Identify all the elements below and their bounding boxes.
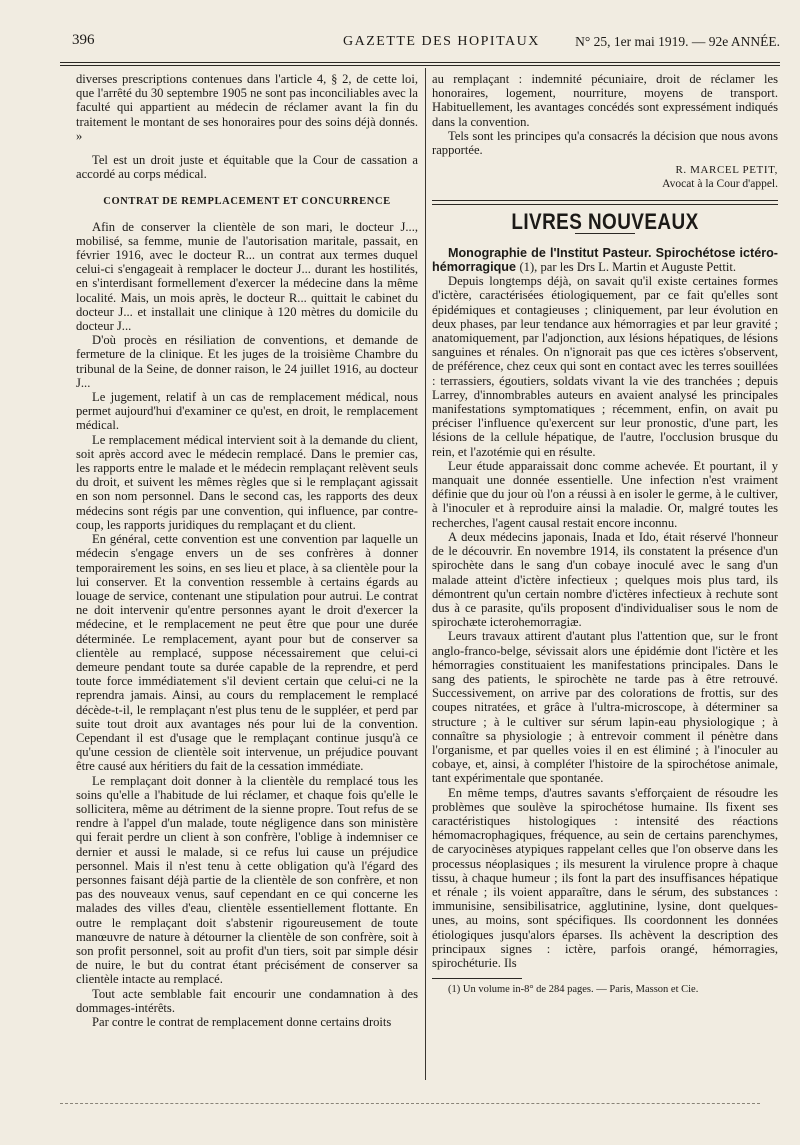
paragraph: Le remplacement médical intervient soit à la demande du client, soit après accord avec le médecin remplacé. Dans le premier cas, les rapports entre le malade et le médecin remplaçant relèvent seuls du droit, et suivent les mêmes règles que si le remplaçant agissait en son nom personnel. Dans le second cas, les rapports des deux médecins sont régis par une convention, qui influence, par contre-coup, les rapports juridiques du remplaçant et du client. xyxy=(76,432,418,532)
paragraph: diverses prescriptions contenues dans l'article 4, § 2, de cette loi, que l'arrêté du 30 septembre 1905 ne sont pas inconciliables avec la faculté qui appartient au médecin de réclamer avant la fin du traitement le montant de ses honoraires pour des soins déjà donnés. » xyxy=(76,72,418,143)
paragraph: Le remplaçant doit donner à la clientèle du remplacé tous les soins qu'elle a l'habitude de lui réclamer, et chaque fois qu'elle le sollicitera, même au détriment de la sienne propre. Tout refus de se rendre à l'appel d'un malade, toute négligence dans son ministère qui ferait perdre un client à son confrère, l'oblige à indemniser ce dernier et aussi le malade, si ce refus lui cause un préjudice personnel. Mais il n'est tenu à cette obligation qu'à l'égard des personnes faisant déjà partie de la clientèle de son confrère, et non pas des nouveaux venus, sauf cependant en ce qui concerne les malades des villes d'eau, clientèle essentiellement flottante. En outre le remplaçant doit s'abstenir rigoureusement de toute manœuvre de nature à détourner la clientèle de son confrère, soit à son profit personnel, soit au profit d'un tiers, soit par simple désir de nuire, le but du contrat étant précisément de conserver sa clientèle intacte au remplacé. xyxy=(76,773,418,987)
footnote-rule xyxy=(432,978,522,979)
page-bottom-rule xyxy=(60,1103,760,1104)
paragraph: En même temps, d'autres savants s'efforçaient de résoudre les problèmes que soulève la spirochétose humaine. Ils fixent ses caractéristiques histologiques : intensité des réactions hémomacrophagiques, fréquence, au sein de certains parenchymes, de caryocinèses atypiques rappelant celles que l'on observe dans les processus néoplasiques ; ils mesurent la virulence propre à chaque tissu, à chaque humeur ; ils font la part des insuffisances hépatique et rénale ; ils voient apparaître, dans le sérum, des substances : immunisine, sensibilisatrice, agglutinine, lysine, dont quelques-unes, au moins, sont spécifiques. Ils coordonnent les données étiologiques jusqu'alors éparses. Ils achèvent la description des principaux signes : ictère, parfois orangé, hémorragies, spirochéturie. Ils xyxy=(432,785,778,970)
journal-title: GAZETTE DES HOPITAUX xyxy=(343,34,540,49)
column-divider xyxy=(425,68,426,1080)
paragraph: Par contre le contrat de remplacement donne certains droits xyxy=(92,1015,392,1029)
issue-info: N° 25, 1er mai 1919. — 92e ANNÉE. xyxy=(575,34,780,49)
section-separator xyxy=(432,200,778,205)
header-rule xyxy=(60,62,780,63)
footnote: (1) Un volume in-8° de 284 pages. — Paris, Masson et Cie. xyxy=(448,984,699,996)
paragraph: Tel est un droit juste et équitable que la Cour de cassation a accordé au corps médical. xyxy=(76,153,418,182)
page-number: 396 xyxy=(72,32,95,48)
section-title: LIVRES NOUVEAUX xyxy=(511,208,699,234)
author-role: Avocat à la Cour d'appel. xyxy=(662,178,778,191)
paragraph: Depuis longtemps déjà, on savait qu'il existe certaines formes d'ictère, caractérisées étiologiquement, par ce fait qu'elles sont épidémiques et contagieuses ; cliniquement, par leur évolution en deux phases, par leur tendance aux hémorragies et par leur gravité ; anatomiquement, par l'adjonction, aux lésions hépatiques, de lésions sanguines et rénales. On n'ignorait pas que ces ictères s'observent, de préférence, chez ceux qui sont en contact avec les terres souillées : terrassiers, égoutiers, soldats vivant la vie des tranchées ; depuis Larrey, d'innombrables auteurs en avaient analysé les principales manifestations symptomatiques ; récemment, enfin, on avait pu préciser l'influence qu'exercent sur leur pronostic, d'une part, les lésions de la cellule hépatique, de l'autre, l'occlusion brusque du rein, et l'azotémie qui en résulte. xyxy=(432,274,778,459)
paragraph: Leurs travaux attirent d'autant plus l'attention que, sur le front anglo-franco-belge, sévissait alors une épidémie dont l'ictère et les hémorragies constituaient les manifestations principales. Dans le sang des patients, le spirochète ne tarde pas à être retrouvé. Successivement, on arrive par des colorations de frottis, sur des coupes nitratées, et grâce à l'ultra-microscope, à déterminer sa structure ; à le cultiver sur sérum lapin-eau physiologique ; à connaître sa physiologie ; à entrevoir comment il pénètre dans l'organisme, et par quelles voies il en est éliminé ; à l'inoculer au cobaye, et, ainsi, à compléter l'histoire de la spirochétose animale, tant expérimentale que spontanée. xyxy=(432,629,778,786)
paragraph: En général, cette convention est une convention par laquelle un médecin s'engage envers un de ses confrères à donner temporairement les soins, en ses lieu et place, à sa clientèle pour la lui conserver. Et la convention ressemble à certains égards au louage de service, contenant une stipulation pour autrui. Le contrat ne doit intervenir qu'entre personnes ayant le droit d'exercer la médecine, et le remplacement ne peut être que pour une durée déterminée. Le remplacement, ayant pour but de conserver sa clientèle au remplacé, suppose nécessairement que celui-ci demeure pendant toute sa durée capable de la reprendre, et perd toute force immédiatement s'il devient certain que celui-ci ne la reprendra jamais. Ainsi, au cours du remplacement le remplacé décède-t-il, le remplaçant n'est plus tenu de le suppléer, et perd par suite tout droit aux avantages nés pour lui de la convention. Cependant il est d'usage que le remplaçant continue jusqu'à ce qu'une cession de clientèle soit intervenue, un préjudice pouvant être causé aux héritiers du fait de la cessation immédiate. xyxy=(76,532,418,774)
paragraph: au remplaçant : indemnité pécuniaire, droit de réclamer les honoraires, logement, nourriture, moyens de transport. Habituellement, les avantages concédés sont expressément indiqués dans la convention. xyxy=(432,72,778,129)
paragraph: Tout acte semblable fait encourir une condamnation à des dommages-intérêts. xyxy=(76,986,418,1015)
author-signature: R. MARCEL PETIT, xyxy=(675,164,778,177)
paragraph: D'où procès en résiliation de conventions, et demande de fermeture de la clinique. Et les juges de la troisième Chambre du tribunal de la Seine, de donner raison, le 24 juillet 1916, au docteur J... xyxy=(76,333,418,390)
paragraph: Tels sont les principes qu'a consacrés la décision que nous avons rapportée. xyxy=(432,128,778,158)
book-authors: (1), par les Drs L. Martin et Auguste Pettit. xyxy=(519,260,736,275)
header-rule-secondary xyxy=(60,65,780,66)
paragraph: Leur étude apparaissait donc comme achevée. Et pourtant, il y manquait une donnée essentielle. Une infection n'est vraiment définie que du jour où l'on a réussi à en isoler le germe, à le cultiver, à l'inoculer et à reproduire ainsi la maladie. Or, malgré toutes les recherches, l'agent causal restait encore inconnu. xyxy=(432,458,778,530)
right-column xyxy=(432,72,778,997)
book-title: Monographie de l'Institut Pasteur. Spirochétose ictéro-hémorragique xyxy=(432,245,778,275)
page-header xyxy=(60,30,780,58)
left-column xyxy=(76,72,418,1029)
paragraph: Afin de conserver la clientèle de son mari, le docteur J..., mobilisé, sa femme, munie de l'autorisation maritale, passait, en février 1916, avec le docteur R... un contrat aux termes duquel celui-ci s'engageait à remplacer le docteur J... durant les hostilités, en s'interdisant formellement d'exercer la médecine dans la même localité. Mais, un mois après, le docteur R... quittait le cabinet du docteur J... et installait une clinique à 120 mètres du domicile du docteur J... xyxy=(76,219,418,334)
section-heading: CONTRAT DE REMPLACEMENT ET CONCURRENCE xyxy=(103,196,391,208)
paragraph: Le jugement, relatif à un cas de remplacement médical, nous permet aujourd'hui d'examiner ce qu'est, en droit, le remplacement médical. xyxy=(76,390,418,433)
paragraph: A deux médecins japonais, Inada et Ido, était réservé l'honneur de le découvrir. En novembre 1914, ils constatent la présence d'un spirochète dans le sang d'un cobaye inoculé avec le sang d'un malade atteint d'ictère infectieux ; quelques mois plus tard, ils démontrent qu'un certain nombre d'ictères infectieux à rechute sont dus à ce parasite, qu'ils proposent d'individualiser sous le nom de spirochæte icterohemorragiæ. xyxy=(432,529,778,630)
book-title-block xyxy=(432,246,778,274)
